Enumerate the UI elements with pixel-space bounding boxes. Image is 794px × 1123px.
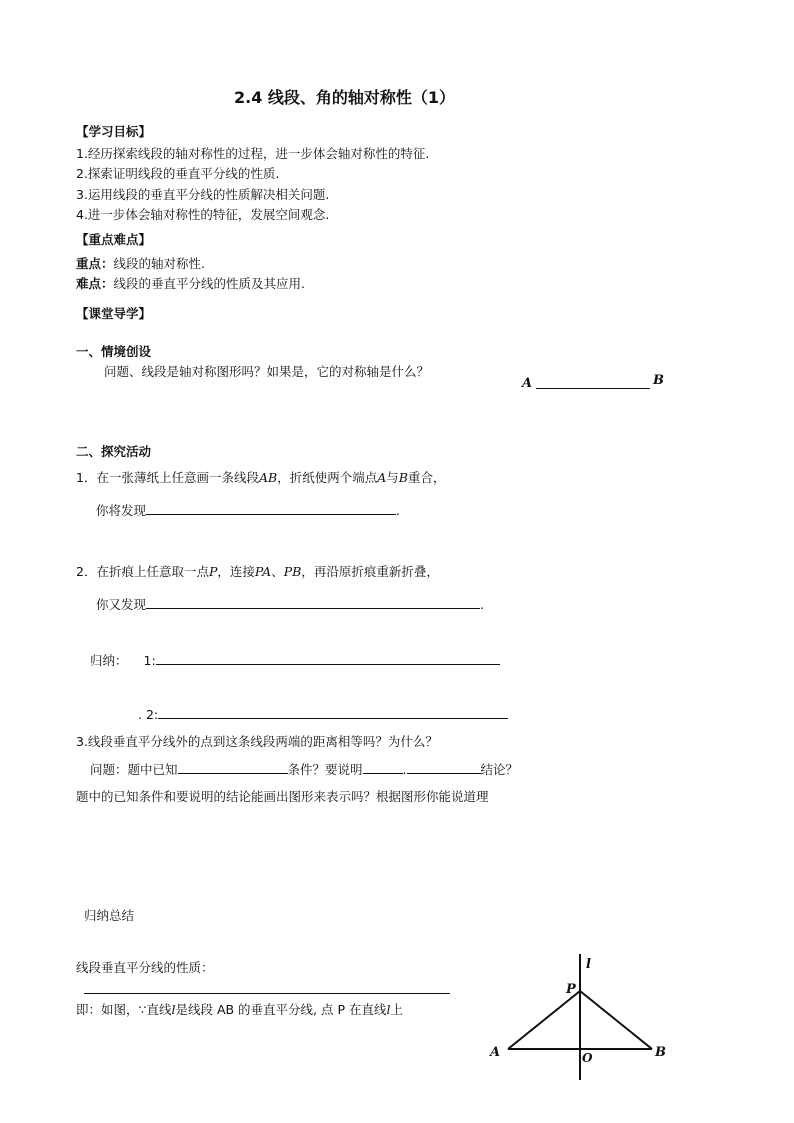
q1-b: B [398, 470, 408, 485]
segment-ab-line [536, 388, 650, 389]
q2-line [76, 564, 439, 579]
q2-sep: 、 [271, 564, 284, 579]
q3-problem-line [90, 761, 518, 777]
key-text: 线段的轴对称性. [113, 256, 205, 271]
proof-text-2: 是线段 AB 的垂直平分线, 点 P 在直线 [175, 1002, 387, 1017]
figure-label-l: l [586, 957, 591, 972]
q1-find-line [96, 502, 400, 518]
q2-find-label: 你又发现 [96, 597, 147, 612]
property-label: 线段垂直平分线的性质： [76, 960, 214, 975]
goal-item-1: 1.经历探索线段的轴对称性的过程，进一步体会轴对称性的特征. [76, 146, 430, 161]
goal-item-2: 2.探索证明线段的垂直平分线的性质. [76, 166, 280, 181]
q3-problem-3: . [402, 762, 407, 777]
q3-problem-1: 问题：题中已知 [90, 762, 178, 777]
summary-2-blank[interactable] [158, 706, 508, 719]
property-answer-line[interactable] [84, 993, 450, 994]
summary-1-label: 1: [143, 653, 156, 668]
perpendicular-bisector-figure [480, 948, 680, 1088]
q3-line2: 题中的已知条件和要说明的结论能画出图形来表示吗？根据图形你能说道理 [76, 789, 489, 804]
summary-2-prefix: . [138, 707, 142, 722]
q1-a: A [377, 470, 387, 485]
summary-1-blank[interactable] [156, 652, 500, 665]
difficulty-text: 线段的垂直平分线的性质及其应用. [113, 276, 305, 291]
q3-explain-blank-2[interactable] [407, 761, 481, 774]
segment-label-a: A [522, 376, 533, 391]
summary-label: 归纳： [90, 653, 128, 668]
q1-period: . [396, 503, 400, 518]
key-points-heading: 【重点难点】 [76, 232, 152, 247]
q3-problem-2: 条件？要说明 [287, 762, 363, 777]
proof-line [76, 1002, 403, 1017]
page-title: 2.4 线段、角的轴对称性（1） [234, 88, 456, 107]
q2-find-line [96, 596, 484, 612]
figure-label-o: O [582, 1051, 593, 1065]
q1-mid: ，折纸使两个端点 [277, 470, 378, 485]
conclusion-heading: 归纳总结 [84, 908, 135, 923]
q1-text: 1．在一张薄纸上任意画一条线段 [76, 470, 259, 485]
guide-heading: 【课堂导学】 [76, 306, 152, 321]
figure-label-b: B [655, 1045, 666, 1060]
key-label: 重点： [76, 256, 114, 271]
summary-2-label: 2: [145, 707, 159, 722]
goal-item-3: 3.运用线段的垂直平分线的性质解决相关问题. [76, 187, 330, 202]
figure-label-p: P [566, 982, 576, 997]
key-point-line [76, 256, 205, 271]
q1-with: 与 [386, 470, 399, 485]
q1-line [76, 470, 445, 485]
summary-line-1 [90, 652, 500, 668]
q3-question: 3.线段垂直平分线外的点到这条线段两端的距离相等吗？为什么？ [76, 734, 438, 749]
q2-p: P [208, 564, 218, 579]
proof-l1: l [171, 1002, 176, 1017]
segment-label-b: B [653, 373, 664, 388]
goals-heading: 【学习目标】 [76, 124, 152, 139]
difficulty-line [76, 276, 305, 291]
q1-ab: AB [258, 470, 278, 485]
section2-heading: 二、探究活动 [76, 444, 152, 459]
q1-answer-blank[interactable] [146, 502, 396, 515]
q3-problem-4: 结论？ [480, 762, 519, 777]
q2-answer-blank[interactable] [146, 596, 480, 609]
q2-pb: PB [283, 564, 302, 579]
q2-end: ，再沿原折痕重新折叠， [301, 564, 439, 579]
section1-heading: 一、情境创设 [76, 344, 152, 359]
q3-explain-blank-1[interactable] [363, 761, 403, 774]
q2-text: 2．在折痕上任意取一点 [76, 564, 209, 579]
section1-question: 问题、线段是轴对称图形吗？如果是，它的对称轴是什么？ [104, 364, 430, 379]
q2-mid: ，连接 [217, 564, 255, 579]
goal-item-4: 4.进一步体会轴对称性的特征，发展空间观念. [76, 207, 330, 222]
difficulty-label: 难点： [76, 276, 114, 291]
q1-find-label: 你将发现 [96, 503, 147, 518]
summary-line-2 [138, 706, 508, 722]
figure-label-a: A [490, 1045, 501, 1060]
q2-period: . [480, 597, 484, 612]
proof-text-1: 即：如图，∵直线 [76, 1002, 172, 1017]
segment-pb [580, 991, 652, 1049]
segment-pa [508, 991, 580, 1049]
q2-pa: PA [254, 564, 272, 579]
q3-known-blank[interactable] [178, 761, 288, 774]
q1-end: 重合， [407, 470, 446, 485]
proof-text-3: 上 [390, 1002, 403, 1017]
proof-l2: l [386, 1002, 391, 1017]
